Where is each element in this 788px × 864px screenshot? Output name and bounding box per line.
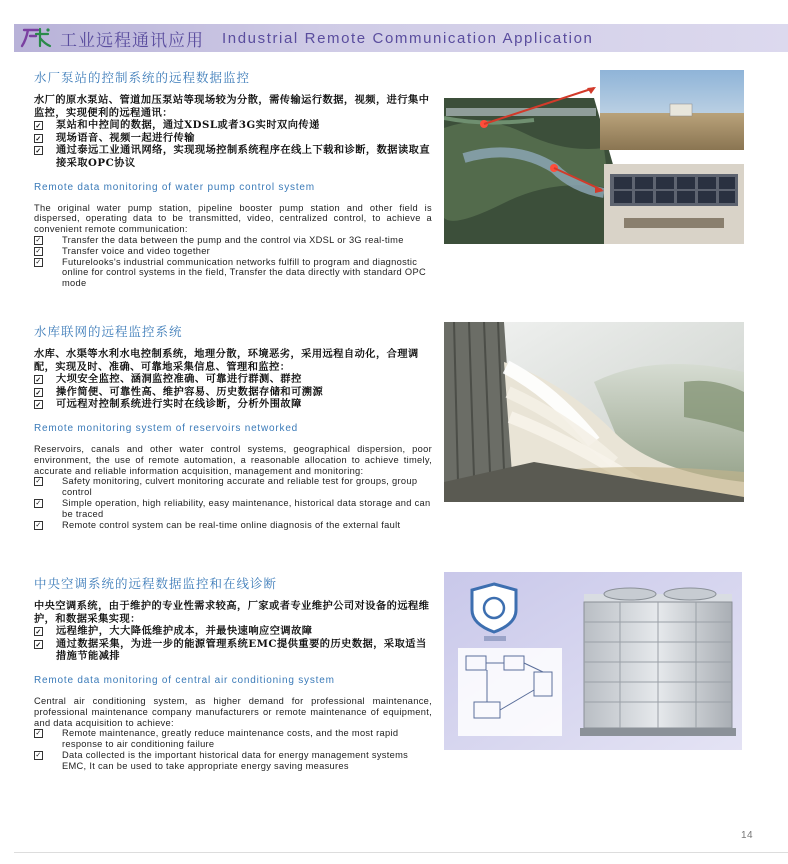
checkbox-icon: ✓ [35,146,42,156]
section-title-en: Remote data monitoring of central air conditioning system [34,674,335,686]
list-item: ✓ 泵站和中控间的数据，通过XDSL或者3G实时双向传递 [35,119,320,132]
dam-spillway-photo [444,322,744,502]
pump-station-illustration [444,68,744,244]
list-item: ✓ 通过泰远工业通讯网络，实现现场控制系统程序在线上下载和诊断，数据读取直接采取OPC协议 [35,144,431,169]
list-item: ✓ Transfer voice and video together [35,245,211,256]
section-intro-en: Central air conditioning system, as higher demand for professional maintenance, professional maintenance company manufacturers or remote maintenance of equipment, and data acquisition to achieve: [34,695,432,728]
section-intro-en: The original water pump station, pipeline booster pump station and other field is dispersed, operating data to be transmitted, video, centralized control, to achieve a convenient remote communication: [34,202,432,235]
list-item: ✓ 操作简便、可靠性高、维护容易、历史数据存储和可溯源 [35,385,324,398]
list-item: ✓ Data collected is the important historical data for energy management systems EMC, It can be used to take appropriate energy saving measures [35,749,409,771]
en-bullet-list [34,728,432,771]
checkbox-icon: ✓ [35,730,42,738]
checkbox-icon: ✓ [35,375,42,385]
page-header [14,24,788,52]
section-title-en: Remote monitoring system of reservoirs networked [34,422,299,434]
checkbox-icon: ✓ [35,751,42,759]
section-intro-zh: 中央空调系统，由于维护的专业性需求较高，厂家或者专业维护公司对设备的远程维护，和数据采集实现： [34,600,430,625]
en-bullet-list [34,235,432,289]
checkbox-icon: ✓ [35,400,42,410]
checkbox-icon: ✓ [35,258,42,266]
section-air-conditioning [34,574,432,772]
section-intro-zh: 水厂的原水泵站、管道加压泵站等现场较为分散，需传输运行数据，视频，进行集中监控，实现便利的远程通讯： [34,94,430,119]
section-water-pump [34,68,432,289]
section-intro-en: Reservoirs, canals and other water control systems, geographical dispersion, poor environment, the use of remote automation, a reasonable allocation to achieve timely, accurate and reliable information acquisition, management and monitoring: [34,443,432,476]
list-item: ✓ Transfer the data between the pump and the control via XDSL or 3G real-time [35,234,404,245]
section-intro-zh: 水库、水渠等水利水电控制系统，地理分散，环境恶劣，采用远程自动化，合理调配，实现及时、准确、可靠地采集信息、管理和监控： [34,348,419,373]
list-item: ✓ 通过数据采集，为进一步的能源管理系统EMC提供重要的历史数据，采取适当措施节能减排 [35,637,427,663]
page-number: 14 [741,830,754,841]
checkbox-icon: ✓ [35,121,42,131]
zh-bullet-list [34,119,432,169]
checkbox-icon: ✓ [35,236,42,244]
checkbox-icon: ✓ [35,478,42,486]
section-title-zh: 中央空调系统的远程数据监控和在线诊断 [34,576,278,591]
section-title-zh: 水厂泵站的控制系统的远程数据监控 [34,70,251,85]
list-item: ✓ Safety monitoring, culvert monitoring accurate and reliable test for groups, group control [35,476,418,498]
list-item: ✓ Remote control system can be real-time online diagnosis of the external fault [35,519,401,530]
checkbox-icon: ✓ [35,499,42,507]
footer-divider [14,852,788,853]
section-title-zh: 水库联网的远程监控系统 [34,324,183,339]
section-title-en: Remote data monitoring of water pump control system [34,181,315,193]
checkbox-icon: ✓ [35,247,42,255]
checkbox-icon: ✓ [35,627,42,637]
list-item: ✓ 现场语音、视频一起进行传输 [35,131,195,144]
brand-logo-icon [18,24,58,52]
list-item: ✓ Simple operation, high reliability, easy maintenance, historical data storage and can be traced [35,497,431,519]
list-item: ✓ Remote maintenance, greatly reduce maintenance costs, and the most rapid response to air conditioning failure [35,728,399,750]
checkbox-icon: ✓ [35,133,42,143]
header-title-en: Industrial Remote Communication Application [222,29,594,47]
header-title-zh: 工业远程通讯应用 [60,30,204,51]
zh-bullet-list [34,373,432,411]
cooling-tower-illustration [444,572,742,750]
zh-bullet-list [34,625,432,663]
list-item: ✓ 可远程对控制系统进行实时在线诊断，分析外围故障 [35,398,302,411]
list-item: ✓ 远程维护，大大降低维护成本，并最快速响应空调故障 [35,625,313,638]
list-item: ✓ 大坝安全监控、涵洞监控准确、可靠进行群测、群控 [35,373,302,386]
list-item: ✓ Futurelooks's industrial communication networks fulfill to program and diagnostic online for control systems in the field, Transfer the data directly with standard OPC mode [35,256,426,289]
section-reservoirs [34,322,432,530]
checkbox-icon: ✓ [35,387,42,397]
checkbox-icon: ✓ [35,639,42,649]
checkbox-icon: ✓ [35,521,42,529]
en-bullet-list [34,476,432,530]
